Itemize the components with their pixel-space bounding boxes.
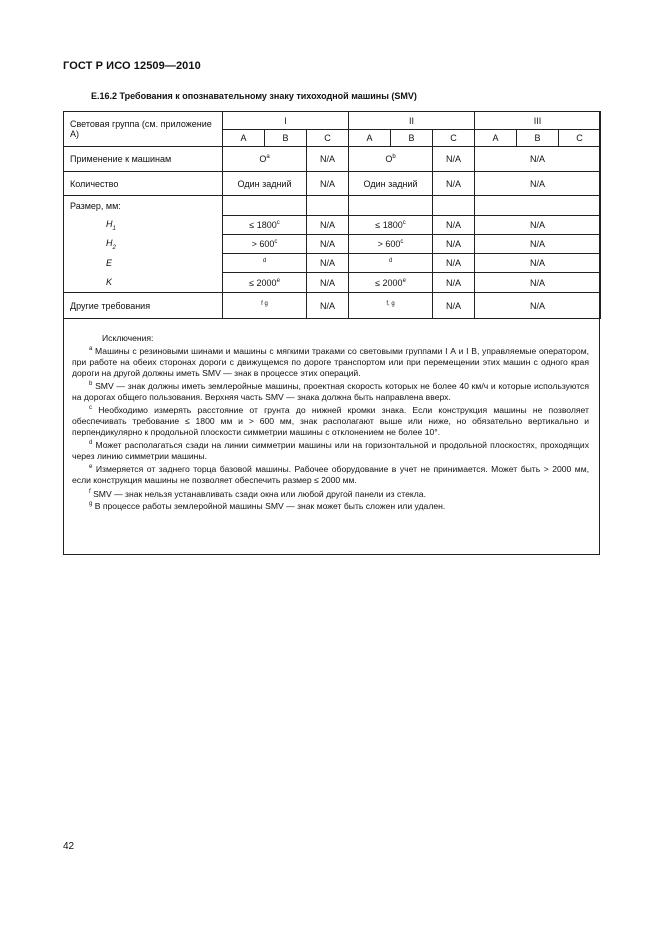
cell: N/A bbox=[307, 293, 349, 319]
cell: N/A bbox=[307, 235, 349, 254]
cell: N/A bbox=[475, 273, 601, 293]
cell: N/A bbox=[475, 254, 601, 273]
cell: N/A bbox=[433, 273, 475, 293]
row-label: Применение к машинам bbox=[64, 147, 223, 172]
footnote: $^f$ SMV — знак нельзя устанавливать сзади окна или любой другой панели из стекла. bbox=[89, 488, 426, 499]
footnote: $^g$ В процессе работы землеройной машины SMV — знак может быть сложен или удален. bbox=[89, 501, 446, 512]
row-label: $H_1$ bbox=[64, 216, 223, 235]
cell: N/A bbox=[433, 216, 475, 235]
sub-header: C bbox=[307, 130, 349, 147]
cell: N/A bbox=[475, 172, 601, 196]
cell: N/A bbox=[307, 147, 349, 172]
table-footnotes bbox=[72, 333, 589, 512]
cell: N/A bbox=[307, 254, 349, 273]
sub-header: C bbox=[433, 130, 475, 147]
cell: $O^a$ bbox=[223, 147, 307, 172]
cell: Один задний bbox=[223, 172, 307, 196]
row-label: K bbox=[64, 273, 223, 293]
cell: $O^b$ bbox=[349, 147, 433, 172]
cell: ≤ $2000^e$ bbox=[223, 273, 307, 293]
sub-header: A bbox=[349, 130, 391, 147]
table-row bbox=[64, 196, 601, 216]
cell: N/A bbox=[433, 293, 475, 319]
cell: N/A bbox=[475, 293, 601, 319]
cell: > $600^c$ bbox=[349, 235, 433, 254]
table-row bbox=[64, 273, 601, 293]
footnote: $^c$ Необходимо измерять расстояние от грунта до нижней кромки знака. Если конструкция машины не позволяет обеспечивать требование ≤ 1800 мм и > 600 мм, знак располагают выше или ниже, но обязательно вертикально и перпендикулярно к продольной плоскости симметрии машины с отклонением не более 10°. bbox=[72, 405, 589, 438]
row-label: Размер, мм: bbox=[64, 196, 223, 216]
group-1-header: I bbox=[223, 112, 349, 130]
group-2-header: II bbox=[349, 112, 475, 130]
cell: N/A bbox=[307, 216, 349, 235]
cell: N/A bbox=[433, 254, 475, 273]
table-row bbox=[64, 172, 601, 196]
sub-header: A bbox=[475, 130, 517, 147]
table-row bbox=[64, 254, 601, 273]
row-label: E bbox=[64, 254, 223, 273]
cell: N/A bbox=[433, 172, 475, 196]
cell: d bbox=[349, 254, 433, 273]
cell: ≤ $2000^e$ bbox=[349, 273, 433, 293]
row-label: Количество bbox=[64, 172, 223, 196]
table-row bbox=[64, 235, 601, 254]
document-header: ГОСТ Р ИСО 12509—2010 bbox=[63, 60, 201, 72]
group-3-header: III bbox=[475, 112, 601, 130]
light-group-label: Световая группа (см. приложение А) bbox=[64, 112, 223, 147]
row-label: $H_2$ bbox=[64, 235, 223, 254]
cell: N/A bbox=[433, 147, 475, 172]
page-number: 42 bbox=[63, 841, 75, 852]
cell: N/A bbox=[475, 235, 601, 254]
footnote: $^e$ Измеряется от заднего торца базовой машины. Рабочее оборудование в учет не принимается. Может быть > 2000 мм, если конструкция машины не позволяет обеспечить размер ≤ 2000 мм. bbox=[72, 464, 589, 486]
cell: ≤ $1800^c$ bbox=[223, 216, 307, 235]
cell: N/A bbox=[307, 273, 349, 293]
table-row bbox=[64, 147, 601, 172]
sub-header: A bbox=[223, 130, 265, 147]
cell: f g bbox=[223, 293, 307, 319]
sub-header: B bbox=[517, 130, 559, 147]
cell: d bbox=[223, 254, 307, 273]
table-caption: Е.16.2 Требования к опознавательному знаку тихоходной машины (SMV) bbox=[91, 91, 417, 101]
table-row bbox=[64, 293, 601, 319]
cell: N/A bbox=[475, 147, 601, 172]
cell: N/A bbox=[307, 172, 349, 196]
notes-heading: Исключения: bbox=[102, 333, 154, 343]
cell: N/A bbox=[475, 216, 601, 235]
smv-requirements-table bbox=[63, 111, 601, 319]
sub-header: B bbox=[265, 130, 307, 147]
footnote: $^d$ Может располагаться сзади на линии симметрии машины или на горизонтальной и продольной плоскостях, проходящих через линию симметрии машины. bbox=[72, 440, 589, 462]
cell: N/A bbox=[433, 235, 475, 254]
sub-header: C bbox=[559, 130, 601, 147]
table-row bbox=[64, 216, 601, 235]
sub-header: B bbox=[391, 130, 433, 147]
row-label: Другие требования bbox=[64, 293, 223, 319]
cell: > $600^c$ bbox=[223, 235, 307, 254]
footnote: $^a$ Машины с резиновыми шинами и машины с мягкими траками со световыми группами I А и I В, управляемые оператором, при работе на обеих сторонах дороги с движущемся по дороге транспортом или при перемещении этих машин с одного края дороги на другой должны иметь SMV — знак в процессе этих операций. bbox=[72, 345, 589, 379]
cell: f, g bbox=[349, 293, 433, 319]
cell: ≤ $1800^c$ bbox=[349, 216, 433, 235]
cell: Один задний bbox=[349, 172, 433, 196]
footnote: $^b$ SMV — знак должны иметь землеройные машины, проектная скорость которых не более 40 км/ч и которые используются на дорогах общего пользования. Верхняя часть SMV — знака должна быть направлена вверх. bbox=[72, 381, 590, 403]
